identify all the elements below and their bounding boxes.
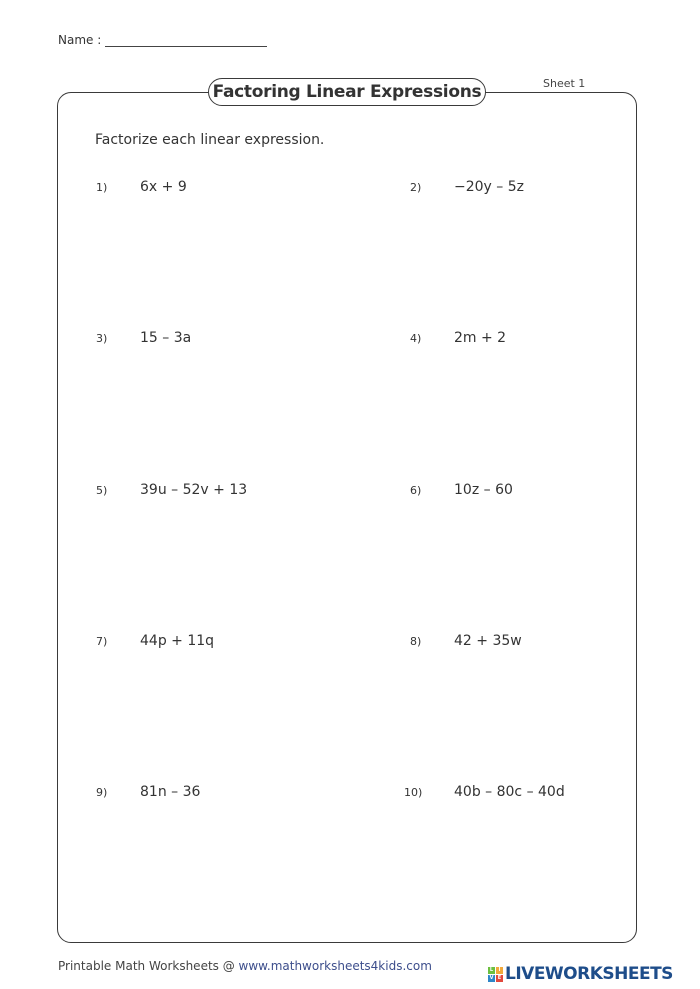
problem-1 [96,179,187,195]
problem-9 [96,784,200,800]
problem-number: 9) [96,786,108,799]
problem-number: 10) [404,786,423,799]
logo-block-e: E [497,975,502,981]
problem-number: 1) [96,181,108,194]
problem-expression: 10z – 60 [454,482,513,498]
problem-3 [96,330,191,346]
problem-expression: −20y – 5z [454,179,524,195]
problem-expression: 39u – 52v + 13 [140,482,248,498]
worksheet-title: Factoring Linear Expressions [208,78,486,106]
name-field [58,33,267,47]
footer-prefix: Printable Math Worksheets @ [58,959,239,973]
problem-7 [96,633,214,649]
problem-number: 7) [96,635,108,648]
problem-number: 3) [96,332,108,345]
problem-5 [96,482,247,498]
problem-expression: 40b – 80c – 40d [454,784,565,800]
problem-2 [410,179,524,195]
sheet-label: Sheet 1 [543,77,586,90]
problem-10 [404,784,565,800]
problem-number: 6) [410,484,422,497]
footer-credit [58,959,432,973]
problem-expression: 6x + 9 [140,179,187,195]
footer-link[interactable]: www.mathworksheets4kids.com [238,959,432,973]
problem-number: 5) [96,484,108,497]
problem-expression: 42 + 35w [454,633,522,649]
problem-6 [410,482,513,498]
problem-number: 2) [410,181,422,194]
problem-expression: 44p + 11q [140,633,215,649]
instructions: Factorize each linear expression. [95,132,325,148]
problem-expression: 81n – 36 [140,784,201,800]
liveworksheets-logo[interactable] [488,964,673,984]
name-label: Name : [58,33,102,47]
name-blank-line[interactable] [105,34,267,47]
logo-text: LIVEWORKSHEETS [505,964,673,984]
live-blocks-icon [488,967,503,982]
problem-8 [410,633,522,649]
problem-number: 4) [410,332,422,345]
problem-number: 8) [410,635,422,648]
problem-expression: 15 – 3a [140,330,192,346]
problem-4 [410,330,506,346]
problem-expression: 2m + 2 [454,330,507,346]
logo-block-i: I [496,967,503,974]
logo-block-v: V [489,975,494,981]
worksheet-frame [57,92,637,943]
logo-block-l: L [489,967,494,973]
